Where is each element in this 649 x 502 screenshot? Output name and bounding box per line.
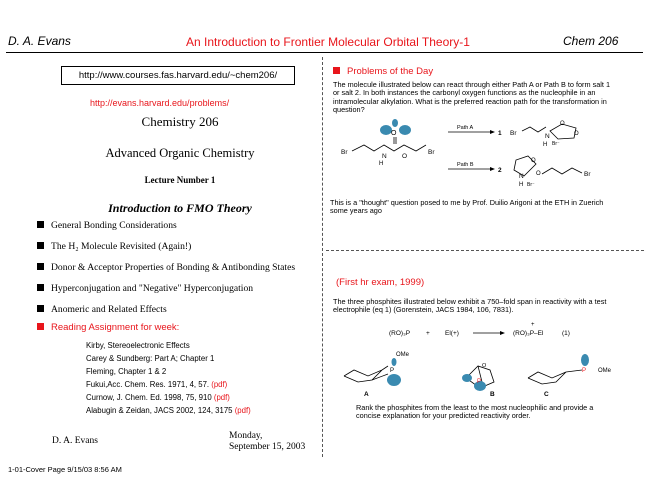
product-2-br-minus: Br⁻ xyxy=(527,182,535,188)
phos-c-ome: OMe xyxy=(598,368,612,374)
bullet-icon xyxy=(37,242,44,249)
phos-b-o: O xyxy=(482,363,487,369)
phosphite-b xyxy=(462,363,495,398)
orbital-lobe xyxy=(462,374,472,382)
topic-item xyxy=(37,304,167,315)
footer-date-line: September 15, 2003 xyxy=(229,442,306,452)
eq-charge: + xyxy=(531,322,535,328)
reading-heading xyxy=(37,322,179,333)
reading-text: Kirby, Stereoelectronic Effects xyxy=(86,341,190,350)
topic-label: Donor & Acceptor Properties of Bonding & Antibonding States xyxy=(51,262,296,273)
rank-text: Rank the phosphites from the least to the most nucleophilic and provide a concise explanation for your predicted reactivity order. xyxy=(356,403,594,421)
eq-number: (1) xyxy=(562,330,570,337)
br-right: Br xyxy=(428,149,435,156)
ester-o: O xyxy=(402,153,408,160)
problem-text: The molecule illustrated below can react through either Path A or Path B to form salt 1 or salt 2. In both instances the carbonyl oxygen functions as the nucleophile in an intramolecular alkylation. What is the preferred reaction path for the transformation in question? xyxy=(333,80,611,114)
problems-heading-label: Problems of the Day xyxy=(347,66,434,77)
product-2-label: 2 xyxy=(498,167,502,174)
path-a-label: Path A xyxy=(457,125,474,131)
pdf-link[interactable]: (pdf) xyxy=(234,406,251,415)
product-2-br: Br xyxy=(584,171,591,178)
product-1-n: N xyxy=(545,133,550,140)
product-1-o2: O xyxy=(574,131,579,137)
topic-item xyxy=(37,220,177,231)
nitrogen: N xyxy=(382,153,387,160)
reading-text: Curnow, J. Chem. Ed. 1998, 75, 910 xyxy=(86,393,212,402)
phos-c-p: P xyxy=(582,368,587,374)
reading-text: Fukui,Acc. Chem. Res. 1971, 4, 57. xyxy=(86,380,210,389)
orbital-lobe xyxy=(392,358,397,366)
footer-date-line: Monday, xyxy=(229,431,263,441)
footer-author: D. A. Evans xyxy=(52,436,98,446)
product-2-o2: O xyxy=(536,171,541,177)
product-1-br-minus: Br⁻ xyxy=(552,141,560,147)
br-left: Br xyxy=(341,149,348,156)
carbonyl-o: O xyxy=(391,130,397,137)
exam-heading: (First hr exam, 1999) xyxy=(336,277,425,288)
problems-link[interactable]: http://evans.harvard.edu/problems/ xyxy=(90,98,230,108)
phos-c-label: C xyxy=(544,391,549,398)
topic-item xyxy=(37,283,253,294)
product-1-o: O xyxy=(560,121,565,127)
starting-material xyxy=(341,119,435,167)
topic-item xyxy=(37,262,295,273)
orbital-lobe xyxy=(581,354,589,366)
reading-text: Alabugin & Zeidan, JACS 2002, 124, 3175 xyxy=(86,406,233,415)
reading-text: Fleming, Chapter 1 & 2 xyxy=(86,367,167,376)
n-hydrogen: H xyxy=(379,161,384,167)
topic-label: Anomeric and Related Effects xyxy=(51,304,167,315)
footer-date xyxy=(229,431,305,453)
header-course: Chem 206 xyxy=(563,34,619,48)
page-footer: 1-01-Cover Page 9/15/03 8:56 AM xyxy=(8,465,122,474)
header-rule xyxy=(6,52,643,53)
phos-a-ome: OMe xyxy=(396,352,410,358)
product-2 xyxy=(514,156,591,188)
bullet-icon xyxy=(37,263,44,270)
pdf-link[interactable]: (pdf) xyxy=(211,380,228,389)
phosphite-figure xyxy=(330,320,630,402)
orbital-lobe xyxy=(399,125,411,135)
eq-reactant: (RO)₃P xyxy=(389,330,411,337)
product-2-h: H xyxy=(519,182,524,188)
column-divider xyxy=(322,57,323,457)
section-divider xyxy=(326,250,644,251)
bullet-icon xyxy=(37,305,44,312)
reading-item xyxy=(86,367,166,376)
course-subtitle: Advanced Organic Chemistry xyxy=(105,146,255,160)
course-title: Chemistry 206 xyxy=(141,114,219,129)
phos-a-p: P xyxy=(390,368,395,374)
phosphite-c xyxy=(528,354,612,398)
header-title: An Introduction to Frontier Molecular Orbital Theory-1 xyxy=(186,35,470,49)
eq-electrophile: El(+) xyxy=(445,330,459,337)
thought-text: This is a "thought" question posed to me by Prof. Duilio Arigoni at the ETH in Zuerich some years ago xyxy=(330,198,604,216)
reading-item xyxy=(86,406,251,415)
product-1-br: Br xyxy=(510,130,517,137)
product-2-n: N xyxy=(519,173,524,180)
intro-title: Introduction to FMO Theory xyxy=(108,201,252,215)
eq-plus: + xyxy=(426,330,430,337)
topic-item xyxy=(37,241,191,252)
bullet-icon xyxy=(333,67,340,74)
reading-item xyxy=(86,393,230,402)
phos-b-p: P xyxy=(477,379,482,385)
pdf-link[interactable]: (pdf) xyxy=(213,393,230,402)
header-author: D. A. Evans xyxy=(8,34,71,48)
orbital-lobe xyxy=(387,374,401,386)
reading-text: Carey & Sundberg: Part A; Chapter 1 xyxy=(86,354,215,363)
phos-b-label: B xyxy=(490,391,495,398)
problems-heading xyxy=(333,66,433,77)
reading-heading-label: Reading Assignment for week: xyxy=(51,322,180,333)
orbital-lobe xyxy=(392,119,398,127)
eq-product: (RO)₃P–El xyxy=(513,330,544,337)
topic-label: General Bonding Considerations xyxy=(51,220,177,231)
phosphite-a xyxy=(344,352,410,398)
reaction-scheme xyxy=(330,118,630,198)
course-url-box[interactable]: http://www.courses.fas.harvard.edu/~chem206/ xyxy=(61,66,295,85)
bullet-icon xyxy=(37,284,44,291)
product-1-h: H xyxy=(543,142,548,148)
exam-text: The three phosphites illustrated below exhibit a 750–fold span in reactivity with a test electrophile (eq 1) (Gorenstein, JACS 1984, 106, 7831). xyxy=(333,297,607,315)
path-b-label: Path B xyxy=(457,162,474,168)
reading-item xyxy=(86,380,227,389)
topic-label: Hyperconjugation and "Negative" Hyperconjugation xyxy=(51,283,254,294)
product-1 xyxy=(510,121,579,148)
phos-a-label: A xyxy=(364,391,369,398)
bullet-icon xyxy=(37,221,44,228)
topic-label: The H₂ Molecule Revisited (Again!) xyxy=(51,241,192,252)
reading-item xyxy=(86,341,190,350)
product-1-label: 1 xyxy=(498,130,502,137)
reading-item xyxy=(86,354,214,363)
product-2-o: O xyxy=(531,158,536,164)
bullet-icon xyxy=(37,323,44,330)
lecture-number: Lecture Number 1 xyxy=(144,175,216,185)
